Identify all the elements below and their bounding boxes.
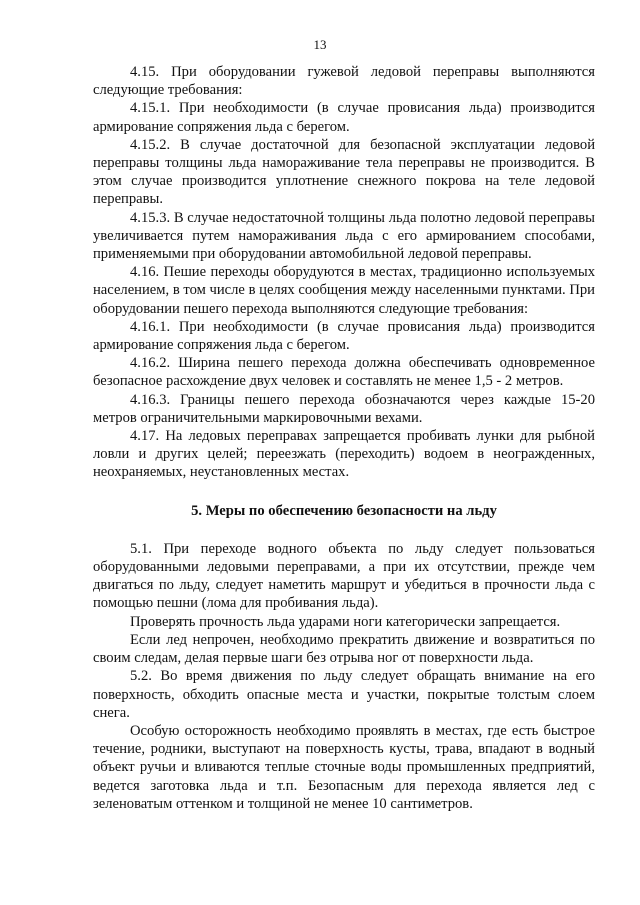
paragraph-4-16: 4.16. Пешие переходы оборудуются в местах, традиционно используемых населением, в том числе в целях сообщения между населенными пунктами. При оборудовании пешего перехода выполняются следующие требования: [93, 264, 595, 317]
paragraph-4-16-2: 4.16.2. Ширина пешего перехода должна обеспечивать одновременное безопасное расхождение двух человек и составлять не менее 1,5 - 2 метров. [93, 355, 595, 390]
paragraph-4-15-1: 4.15.1. При необходимости (в случае провисания льда) производится армирование сопряжения льда с берегом. [93, 100, 595, 135]
paragraph-5-2: 5.2. Во время движения по льду следует обращать внимание на его поверхность, обходить опасные места и участки, покрытые толстым слоем снега. [93, 668, 595, 721]
paragraph-4-17: 4.17. На ледовых переправах запрещается пробивать лунки для рыбной ловли и других целей; переезжать (переходить) водоем в неогражденных, неохраняемых, неустановленных местах. [93, 428, 595, 481]
paragraph-4-15: 4.15. При оборудовании гужевой ледовой переправы выполняются следующие требования: [93, 64, 595, 99]
paragraph-weak-ice: Если лед непрочен, необходимо прекратить движение и возвратиться по своим следам, делая первые шаги без отрыва ног от поверхности льда. [93, 631, 595, 667]
section-heading: 5. Меры по обеспечению безопасности на льду [191, 502, 497, 519]
paragraph-4-16-1: 4.16.1. При необходимости (в случае провисания льда) производится армирование сопряжения льда с берегом. [93, 318, 595, 354]
paragraph-5-1: 5.1. При переходе водного объекта по льду следует пользоваться оборудованными ледовыми переправами, а при их отсутствии, прежде чем двигаться по льду, следует наметить маршрут и убедиться в прочности льда с помощью пешни (лома для пробивания льда). [93, 540, 595, 612]
paragraph-4-15-2: 4.15.2. В случае достаточной для безопасной эксплуатации ледовой переправы толщины льда намораживание тела переправы не производится. В этом случае производится уплотнение снежного покрова на теле ледовой переправы. [93, 136, 595, 208]
paragraph-4-16-3: 4.16.3. Границы пешего перехода обозначаются через каждые 15-20 метров ограничительными маркировочными вехами. [93, 391, 595, 426]
paragraph-caution-places: Особую осторожность необходимо проявлять в местах, где есть быстрое течение, родники, выступают на поверхность кусты, трава, впадают в водный объект ручьи и вливаются теплые сточные воды промышленных предприятий, ведется заготовка льда и т.п. Безопасным для перехода является лед с зеленоватым оттенком и толщиной не менее 10 сантиметров. [93, 722, 595, 812]
paragraph-ice-kick-warning: Проверять прочность льда ударами ноги категорически запрещается. [130, 613, 561, 630]
document-body [93, 63, 595, 813]
paragraph-4-15-3: 4.15.3. В случае недостаточной толщины льда полотно ледовой переправы увеличивается путем намораживания льда с его армированием способами, применяемыми при оборудовании автомобильной ледовой переправы. [93, 209, 595, 263]
page-number: 13 [313, 37, 327, 52]
